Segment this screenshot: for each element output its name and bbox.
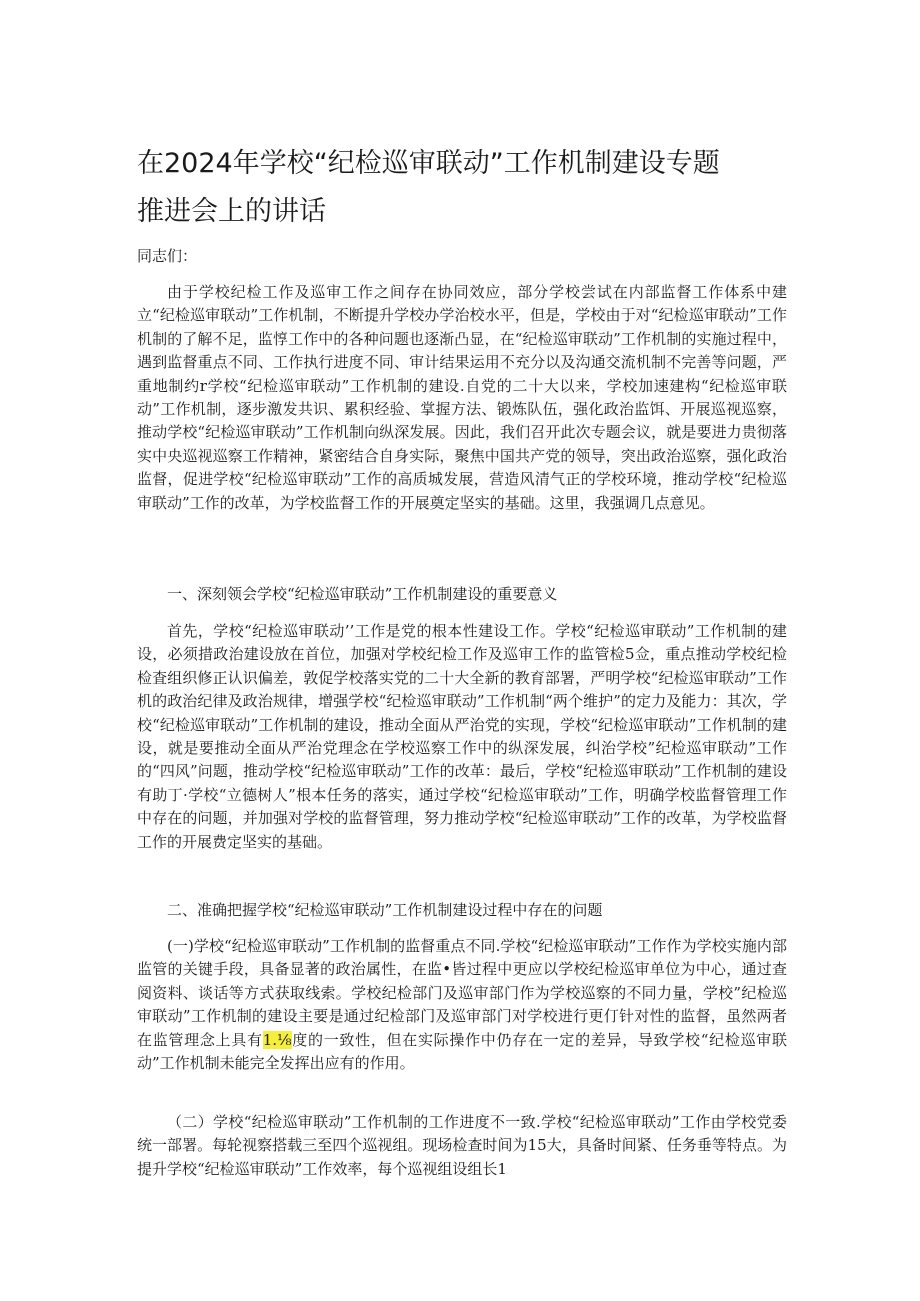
section-2-item-2-paragraph: （二）学校“纪检巡审联动”工作机制的工作进度不一致.学校“纪检巡审联动”工作由学校党委统一部署。每轮视察搭载三至四个巡视组。现场检查时间为15大，具备时间紧、任务垂等特点。为提升学校“纪检巡审联动”工作效率，每个巡视组设组长1 bbox=[137, 1113, 787, 1178]
highlighted-text: 1.⅛ bbox=[262, 1030, 292, 1049]
section-2-heading: 二、准确把握学校“纪检巡审联动”工作机制建设过程中存在的问题 bbox=[167, 901, 603, 919]
title-line-2: 推进会上的讲话 bbox=[137, 196, 326, 227]
intro-paragraph: 由于学校纪检工作及巡审工作之间存在协同效应，部分学校尝试在内部监督工作体系中建立“纪检巡审联动”工作机制，不断提升学校办学治校水平，但是，学校由于对“纪检巡审联动”工作机制的了解不足，监惇工作中的各种问题也逐渐凸显，在“纪检巡审联动”工作机制的实施过程中，遇到监督重点不同、工作执行进度不同、审计结果运用不充分以及沟通交流机制不完善等问题，严重地制约r学校“纪检巡审联动”工作机制的建设.自党的二十大以来，学校加速建构“纪检巡审联动”工作机制，逐步激发共识、累积经验、掌握方法、锻炼队伍，强化政治监饵、开展巡视巡察，推动学校“纪检巡审联动”工作机制向纵深发展。因此，我们召开此次专题会议，就是要进力贵彻落实中央巡视巡察工作精神，紧密结合自身实际，聚焦中国共产党的领导，突出政治巡察，强化政治监督，促进学校“纪检巡审联动”工作的高质城发展，营造风清气正的学校环境，推动学校“纪检巡审联动”工作的改革，为学校监督工作的开展奠定坚实的基础。这里，我强调几点意见。 bbox=[137, 283, 787, 512]
section-1-heading: 一、深刻领会学校“纪检巡审联动”工作机制建设的重要意义 bbox=[167, 585, 558, 603]
document-title bbox=[137, 140, 797, 236]
section-2-item-1-paragraph bbox=[137, 935, 787, 1075]
item-1-text-after: 度的一致性，但在实际操作中仍存在一定的差异，导致学校“纪检巡审联动”工作机制未能完全发挥出应有的作用。 bbox=[137, 1030, 787, 1073]
item-1-text-before: (一)学校“纪检巡审联动”工作机制的监督重点不同.学校“纪检巡审联动”工作作为学校实施内部监管的关键手段，具备显著的政治属性，在监•皆过程中更应以学校纪检巡审单位为中心，通过查阅资料、谈话等方式获取线索。学校纪检部门及巡审部门作为学校巡察的不同力量，学校”纪检巡审联动”工作机制的建设主要是通过纪检部门及巡审部门对学校进行更仃针对性的监督，虽然两者在监管理念上具有 bbox=[137, 937, 787, 1049]
section-1-paragraph: 首先，学校“纪检巡审联动’’工作是党的根本性建设工作。学校“纪检巡审联动”工作机制的建设，必须措政治建设放在首位，加强对学校纪检工作及巡审工作的监管检5佥，重点推动学校纪检检査组织修正认识偏差，敦促学校落实党的二十大全新的教育部署，严明学校“纪检巡审联动”工作机的政治纪律及政治规律，增强学校“纪检巡审联动”工作机制“两个维护”的定力及能力：其次，学校“纪检巡审联动”工作机制的建设，推动全面从严治党的实现，学校“纪检巡审联动”工作机制的建设，就是要推动全面从严治党理念在学校巡察工作中的纵深发展，纠治学校”纪检巡审联动”工作的“四风”问题，推动学校“纪检巡审联动”工作的改革：最后，学校“纪检巡审联动”工作机制的建设有助丁·学校“立德树人”根本任务的落实，通过学校“纪检巡审联动”工作，明确学校监督管理工作中存在的问题，并加强对学校的监督管理，努力推动学校“纪检巡审联动”工作的改革，为学校监督工作的开展费定坚实的基础。 bbox=[137, 622, 787, 851]
title-line-1: 在2024年学校“纪检巡审联动”工作机制建设专题 bbox=[137, 148, 720, 179]
salutation: 同志们： bbox=[137, 247, 198, 265]
